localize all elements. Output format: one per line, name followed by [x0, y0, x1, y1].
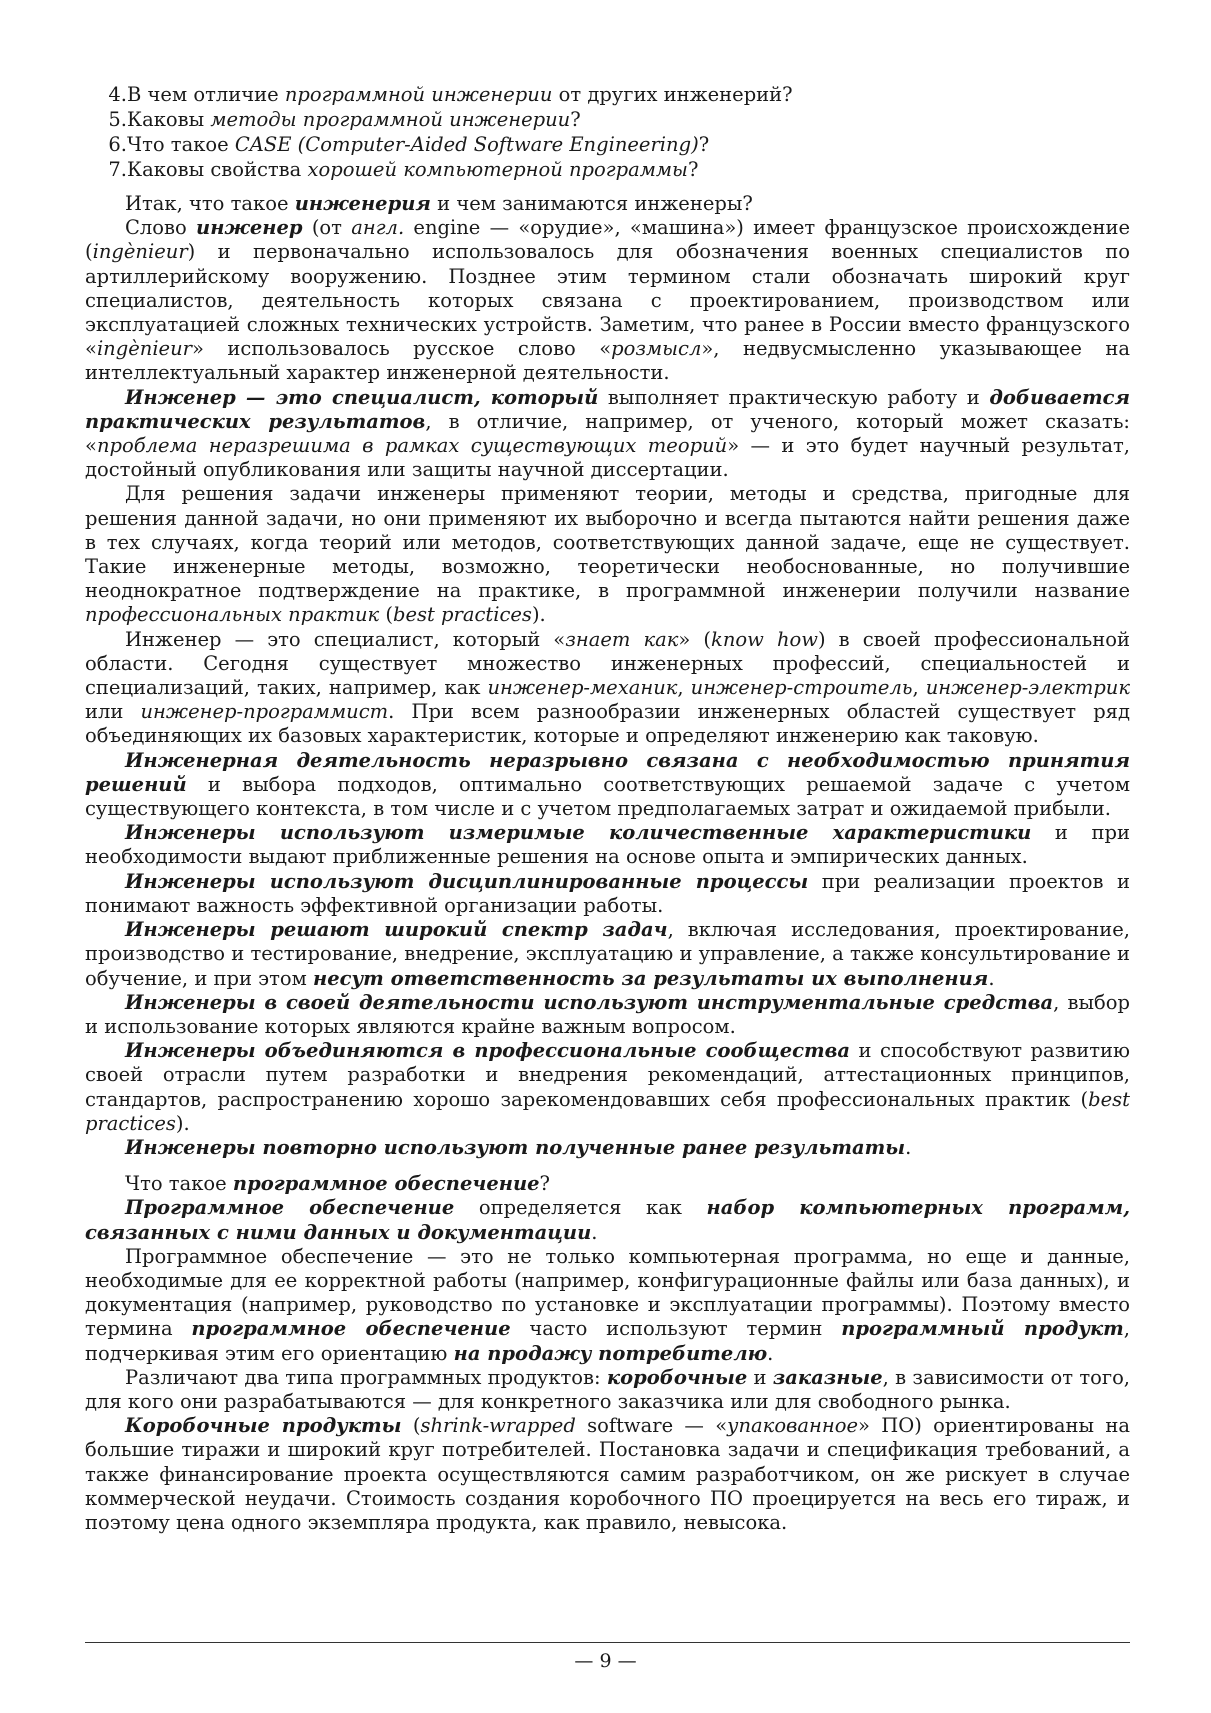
paragraph: Инженерная деятельность неразрывно связана с необходимостью принятия решений и выбора подходов, оптимально соответствующих решаемой задаче с учетом существующего контекста, в том числе и с учетом предполагаемых затрат и ожидаемой прибыли.: [85, 748, 1130, 821]
page-number: — 9 —: [574, 1650, 637, 1672]
paragraph: Различают два типа программных продуктов: коробочные и заказные, в зависимости от того, для кого они разрабатываются — для конкретного заказчика или для свободного рынка.: [85, 1365, 1131, 1413]
question-item: 7. Каковы свойства хорошей компьютерной программы?: [108, 158, 699, 181]
question-item: 4. В чем отличие программной инженерии от других инженерий?: [108, 83, 793, 106]
paragraph: Инженер — это специалист, который выполняет практическую работу и добивается практических результатов, в отличие, например, от ученого, который может сказать: «проблема неразрешима в рамках существующих теорий» — и это будет научный результат, достойный опубликования или защиты научной диссертации.: [85, 385, 1131, 482]
page-body: [85, 82, 1130, 1535]
paragraph: Инженеры повторно используют полученные ранее результаты.: [125, 1135, 912, 1159]
paragraph: Инженеры объединяются в профессиональные сообщества и способствуют развитию своей отрасли путем разработки и внедрения рекомендаций, аттестационных принципов, стандартов, распространению хорошо зарекомендовавших себя профессиональных практик (best practices).: [85, 1039, 1130, 1135]
paragraph: Для решения задачи инженеры применяют теории, методы и средства, пригодные для решения данной задачи, но они применяют их выборочно и всегда пытаются найти решения даже в тех случаях, когда теорий или методов, соответствующих данной задаче, еще не существует. Такие инженерные методы, возможно, теоретически необоснованные, но получившие неоднократное подтверждение на практике, в программной инженерии получили название профессиональных практик (best practices).: [85, 482, 1130, 627]
paragraph: Инженеры решают широкий спектр задач, включая исследования, проектирование, производство и тестирование, внедрение, эксплуатацию и управление, а также консультирование и обучение, и при этом несут ответственность за результаты их выполнения.: [85, 918, 1130, 990]
question-list: [85, 82, 1130, 182]
paragraph: Коробочные продукты (shrink-wrapped software — «упакованное» ПО) ориентированы на большие тиражи и широкий круг потребителей. Постановка задачи и спецификация требований, а также финансирование проекта осуществляются самим разработчиком, он же рискует в случае коммерческой неудачи. Стоимость создания коробочного ПО проецируется на весь его тираж, и поэтому цена одного экземпляра продукта, как правило, невысока.: [85, 1414, 1130, 1534]
question-item: 5. Каковы методы программной инженерии?: [108, 108, 581, 131]
question-item: 6. Что такое CASE (Computer-Aided Software Engineering)?: [108, 133, 710, 156]
paragraph: Инженер — это специалист, который «знает как» (know how) в своей профессиональной области. Сегодня существует множество инженерных профессий, специальностей и специализаций, таких, например, как инженер-механик, инженер-строитель, инженер-электрик или инженер-программист. При всем разнообразии инженерных областей существует ряд объединяющих их базовых характеристик, которые и определяют инженерию как таковую.: [85, 627, 1130, 748]
paragraph: Программное обеспечение определяется как набор компьютерных программ, связанных с ними данных и документации.: [85, 1196, 1130, 1244]
paragraph: Инженеры используют дисциплинированные процессы при реализации проектов и понимают важность эффективной организации работы.: [85, 869, 1130, 917]
paragraph: Что такое программное обеспечение?: [125, 1172, 551, 1196]
paragraph: Итак, что такое инженерия и чем занимаются инженеры?: [125, 192, 753, 215]
paragraph: Инженеры используют измеримые количественные характеристики и при необходимости выдают приближенные решения на основе опыта и эмпирических данных.: [85, 821, 1131, 869]
paragraph: Инженеры в своей деятельности используют инструментальные средства, выбор и использование которых являются крайне важным вопросом.: [85, 990, 1130, 1038]
footer-divider: [85, 1642, 1130, 1643]
paragraph: Программное обеспечение — это не только компьютерная программа, но еще и данные, необходимые для ее корректной работы (например, конфигурационные файлы или база данных), и документация (например, руководство по установке и эксплуатации программы). Поэтому вместо термина программное обеспечение часто используют термин программный продукт, подчеркивая этим его ориентацию на продажу потребителю.: [85, 1244, 1130, 1365]
paragraph: Слово инженер (от англ. engine — «орудие», «машина») имеет французское происхождение (ingènieur) и первоначально использовалось для обозначения военных специалистов по артиллерийскому вооружению. Позднее этим термином стали обозначать широкий круг специалистов, деятельность которых связана с проектированием, производством или эксплуатацией сложных технических устройств. Заметим, что ранее в России вместо французского «ingènieur» использовалось русское слово «розмысл», недвусмысленно указывающее на интеллектуальный характер инженерной деятельности.: [85, 216, 1131, 385]
